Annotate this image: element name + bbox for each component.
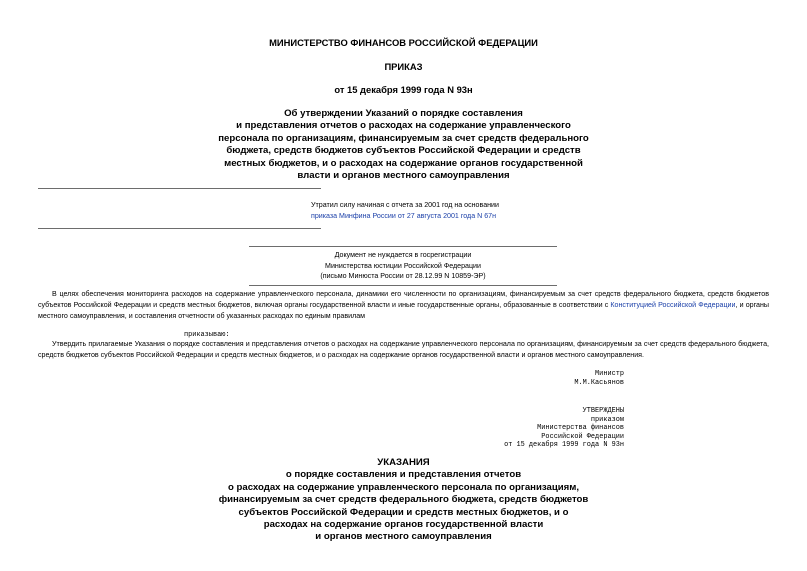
document-type: ПРИКАЗ (384, 61, 423, 72)
divider-line (38, 228, 321, 229)
signature-block: Министр М.М.Касьянов (574, 370, 624, 387)
constitution-link[interactable]: Конституцией Российской Федерации (610, 300, 736, 309)
ministry-name: МИНИСТЕРСТВО ФИНАНСОВ РОССИЙСКОЙ ФЕДЕРАЦИИ (269, 37, 538, 48)
divider-line (38, 188, 321, 189)
order-title: Об утверждении Указаний о порядке составления и представления отчетов о расходах на содержание управленческого персонала по организациям, финансируемым за счет средств федерального бюджета, средств бюджетов субъектов Российской Федерации и средств местных бюджетов, и о расходах на содержание органов государственной власти и органов местного самоуправления (218, 108, 589, 182)
divider-line (249, 285, 557, 286)
order-word: приказываю: (184, 331, 230, 339)
validity-note: Утратил силу начиная с отчета за 2001 год на основании (311, 201, 499, 209)
registration-note: Документ не нуждается в госрегистрации Министерства юстиции Российской Федерации (письмо Минюста России от 28.12.99 N 10859-ЭР) (320, 251, 486, 280)
preamble-paragraph: В целях обеспечения мониторинга расходов на содержание управленческого персонала, динамики его численности по организациям, финансируемым за счет средств федерального бюджета, средств бюджетов субъектов Российской Федерации и средств местных бюджетов, включая органы государственной власти и иные государственные органы, образованные в соответствии с Конституцией Российской Федерации, и органы местного самоуправления, и составления отчетности об указанных расходах по единым правилам (38, 290, 769, 320)
approved-block: УТВЕРЖДЕНЫ приказом Министерства финансов Российской Федерации от 15 декабря 1999 года N 93н (504, 407, 624, 450)
divider-line (249, 246, 557, 247)
instructions-heading: УКАЗАНИЯ (377, 457, 430, 468)
approve-paragraph: Утвердить прилагаемые Указания о порядке составления и представления отчетов о расходах на содержание управленческого персонала по организациям, финансируемым за счет средств федерального бюджета, средств бюджетов субъектов Российской Федерации и средств местных бюджетов, и о расходах на содержание органов государственной власти и органов местного самоуправления. (38, 340, 769, 359)
validity-link[interactable]: приказа Минфина России от 27 августа 2001 года N 67н (311, 212, 497, 220)
instructions-title: УКАЗАНИЯ о порядке составления и представления отчетов о расходах на содержание управленческого персонала по организациям, финансируемым за счет средств федерального бюджета, средств бюджетов субъектов Российской Федерации и средств местных бюджетов, и о расходах на содержание органов государственной власти и органов местного самоуправления (0, 457, 807, 544)
document-date-number: от 15 декабря 1999 года N 93н (334, 84, 473, 95)
